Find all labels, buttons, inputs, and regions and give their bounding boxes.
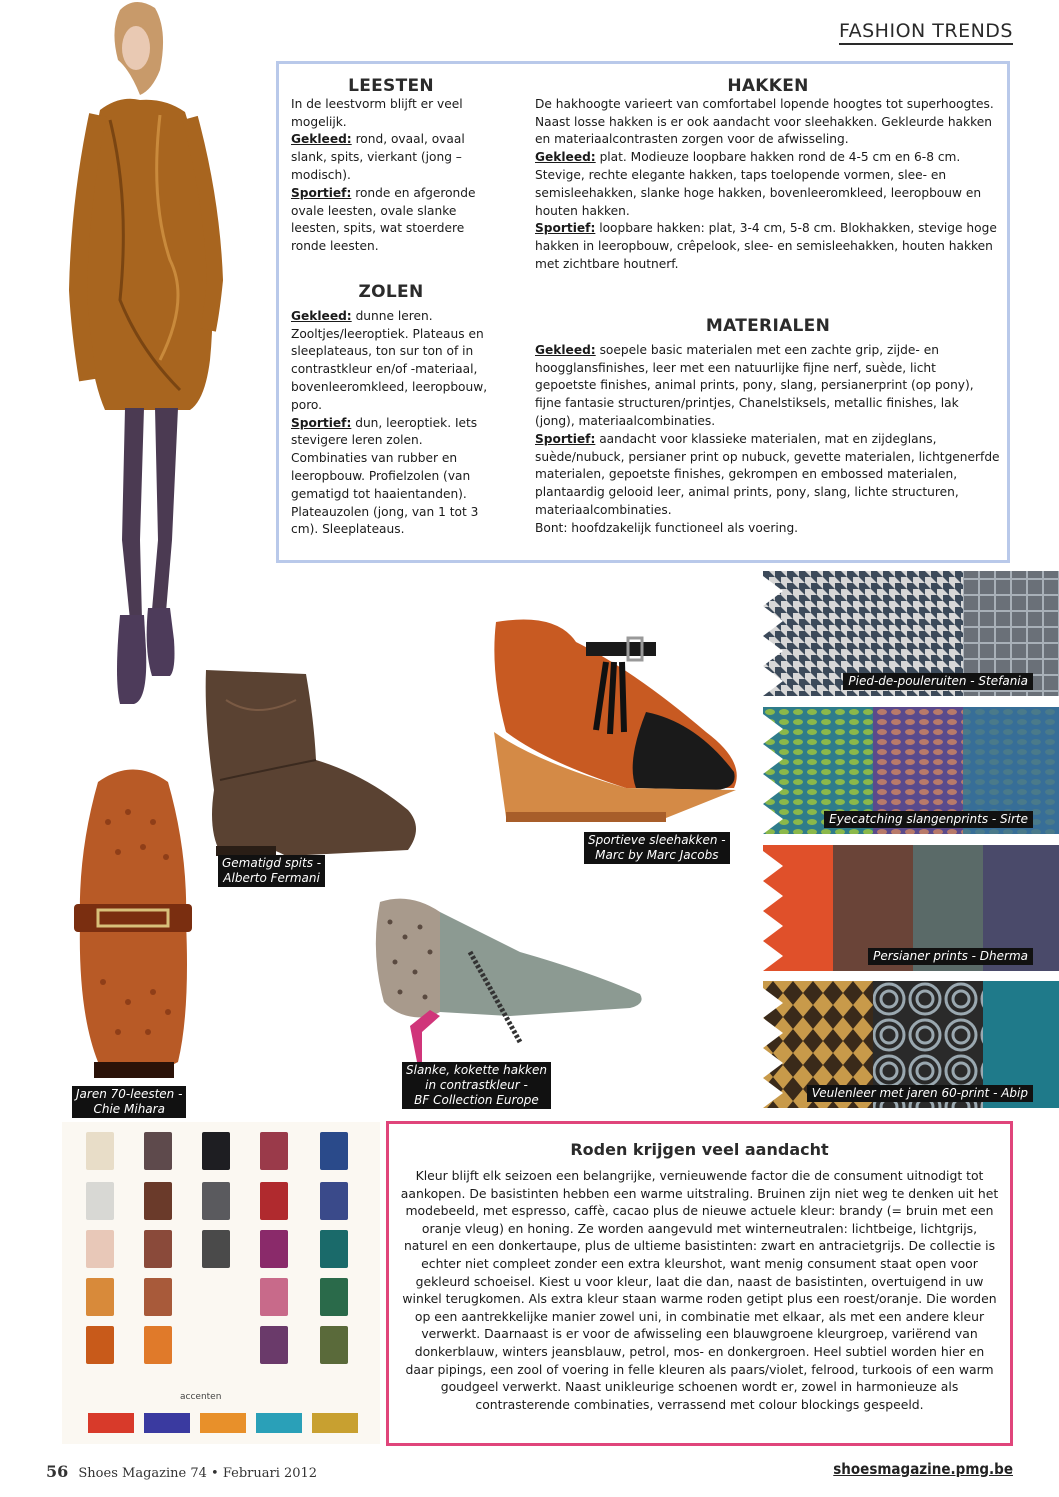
accent-chip-red	[88, 1413, 134, 1433]
swatch-caption-stefania: Pied-de-pouleruiten - Stefania	[843, 673, 1033, 690]
zolen-title: ZOLEN	[358, 282, 424, 302]
colour-chip	[144, 1278, 172, 1316]
swatch-sirte	[763, 707, 1059, 834]
colour-board-photo	[62, 1122, 380, 1444]
colour-chip	[86, 1278, 114, 1316]
zolen-body	[291, 308, 491, 539]
leesten-title: LEESTEN	[348, 76, 434, 96]
colour-chip	[86, 1132, 114, 1170]
roden-article-box	[386, 1121, 1013, 1446]
zolen-section	[291, 284, 491, 539]
colour-chip	[320, 1230, 348, 1268]
colour-chip	[144, 1132, 172, 1170]
zolen-gekleed-text: dunne leren. Zooltjes/leeroptiek. Plateaus en sleeplateaus, ton sur ton of in contrastkleur en/of -materiaal, bovenleeromkleed, leeropbouw, poro.	[291, 308, 488, 412]
swatch-stefania	[763, 571, 1059, 696]
colour-chip	[202, 1230, 230, 1268]
roden-body: Kleur blijft elk seizoen een belangrijke, vernieuwende factor die de consument uitnodigt tot aankopen. De basistinten hebben een warme uitstraling. Bruinen zijn niet weg te denken uit het modebeeld, met espresso, caffè, cacao plus de nieuwe actuele kleur: brandy (= bruin met een oranje vleug) en honing. Ze worden aangevuld met winterneutralen: lichtbeige, lichtgrijs, naturel en een donkertaupe, plus de ultieme basistinten: zwart en antracietgrijs. De collectie is echter niet compleet zonder een extra kleurshot, want menig consument staat open voor gekleurd schoeisel. Kiest u voor kleur, laat die dan, naast de basistinten, overtuigend in uw winkel terugkomen. Als extra kleur staan warme roden getipt plus een roest/oranje. Die worden op een aantrekkelijke manier zowel uni, in combinatie met elkaar, als met een andere kleur verwerkt. Daarnaast is er voor de afwisseling een blauwgroene kleurgroep, variërend van donkerblauw, winters jeansblauw, petrol, mos- en donkergroen. Heel subtiel worden hier en daar pipings, een zool of voering in felle kleuren als paars/violet, felrood, turkoois of een warm goudgeel verwerkt. Naast unikleurige schoenen wordt er, zowel in harmonieuze als contrasterende combinaties, verrassend met colour blockings gespeeld.	[400, 1168, 999, 1412]
fermani-boot-photo	[196, 660, 426, 865]
swatch-caption-sirte: Eyecatching slangenprints - Sirte	[824, 811, 1033, 828]
bf-caption	[402, 1062, 551, 1109]
mihara-caption	[72, 1086, 186, 1118]
colour-chip	[260, 1230, 288, 1268]
colour-chip	[86, 1182, 114, 1220]
footer-left	[46, 1462, 317, 1481]
zolen-gekleed-label: Gekleed:	[291, 308, 352, 323]
hakken-gekleed-text: plat. Modieuze loopbare hakken rond de 4-5 cm en 6-8 cm. Stevige, rechte elegante hakken, taps toelopende vormen, slee- en semisleehakken, slanke hoge hakken, bovenleeromkleed, leeropbouw en houten hakken.	[535, 150, 982, 218]
zolen-sportief-text: dun, leeroptiek. Iets stevigere leren zolen. Combinaties van rubber en leeropbouw. Profielzolen (van gematigd tot haaientanden). Plateauzolen (jong, van 1 tot 3 cm). Sleeplateaus.	[291, 415, 479, 537]
leesten-gekleed-label: Gekleed:	[291, 132, 352, 147]
colour-chip	[86, 1230, 114, 1268]
bf-caption-line2: in contrastkleur -	[425, 1078, 528, 1092]
accent-chip-violet	[144, 1413, 190, 1433]
leesten-sportief-label: Sportief:	[291, 185, 352, 200]
colour-chip	[202, 1182, 230, 1220]
materialen-sportief-text: aandacht voor klassieke materialen, mat en zijdeglans, suède/nubuck, persianer print op nubuck, gevette materialen, lichtgenerfde materialen, gepoetste finishes, gekrompen en embossed materialen, plantaardig gelooid leer, animal prints, pony, slang, lichte structuren, materiaalcombinaties.	[535, 431, 1000, 517]
colour-chip	[86, 1326, 114, 1364]
swatch-caption-abip: Veulenleer met jaren 60-print - Abip	[807, 1085, 1033, 1102]
colour-chip	[320, 1182, 348, 1220]
leesten-sportief-text: ronde en afgeronde ovale leesten, ovale slanke leesten, spits, wat stoerdere ronde leesten.	[291, 185, 476, 254]
materialen-gekleed-label: Gekleed:	[535, 342, 596, 357]
leesten-intro: In de leestvorm blijft er veel mogelijk.	[291, 96, 463, 129]
accent-chip-orange	[200, 1413, 246, 1433]
bf-caption-line1: Slanke, kokette hakken	[406, 1063, 547, 1077]
materialen-title: MATERIALEN	[705, 316, 831, 336]
fermani-caption	[218, 855, 325, 887]
colour-chip	[260, 1278, 288, 1316]
accent-chip-turquoise	[256, 1413, 302, 1433]
colour-chip	[260, 1182, 288, 1220]
mihara-caption-line2: Chie Mihara	[93, 1102, 165, 1116]
colour-chip	[260, 1132, 288, 1170]
materialen-bont: Bont: hoofdzakelijk functioneel als voering.	[535, 520, 799, 535]
colour-chip	[144, 1326, 172, 1364]
hakken-title: HAKKEN	[727, 76, 809, 96]
runway-model-photo	[40, 0, 250, 708]
colour-chip	[260, 1326, 288, 1364]
website-link[interactable]: shoesmagazine.pmg.be	[833, 1460, 1013, 1478]
materialen-gekleed-text: soepele basic materialen met een zachte grip, zijde- en hoogglansfinishes, leer met een natuurlijke fijne nerf, suède, licht gepoetste finishes, animal prints, pony, slang, persianerprint (op pony), fijne fantasie structuren/printjes, Chanelstiksels, metallic finishes, lak (jong), materiaalcombinaties.	[535, 342, 974, 428]
hakken-section	[535, 78, 1001, 274]
publication-info: Shoes Magazine 74 • Februari 2012	[78, 1466, 318, 1481]
section-header: FASHION TRENDS	[839, 20, 1013, 45]
materialen-section	[535, 318, 1001, 538]
colour-chip	[320, 1278, 348, 1316]
swatch-abip	[763, 981, 1059, 1108]
hakken-intro: De hakhoogte varieert van comfortabel lopende hoogtes tot superhoogtes. Naast losse hakken is er ook aandacht voor sleehakken. Gekleurde hakken en materiaalcontrasten zorgen voor de afwisseling.	[535, 96, 994, 147]
materialen-sportief-label: Sportief:	[535, 431, 596, 446]
leesten-gekleed-text: rond, ovaal, ovaal slank, spits, vierkant (jong – modisch).	[291, 132, 465, 182]
trend-info-box	[276, 61, 1010, 563]
jacobs-wedge-photo	[476, 612, 756, 837]
fermani-caption-line1: Gematigd spits -	[222, 856, 322, 870]
jacobs-caption	[584, 832, 730, 864]
jacobs-caption-line2: Marc by Marc Jacobs	[595, 848, 719, 862]
hakken-gekleed-label: Gekleed:	[535, 150, 596, 165]
materialen-body	[535, 342, 1001, 538]
page-number: 56	[46, 1462, 69, 1481]
hakken-sportief-text: loopbare hakken: plat, 3-4 cm, 5-8 cm. Blokhakken, stevige hoge hakken in leeropbouw, crêpelook, slee- en semisleehakken, houten hakken met zichtbare houtnerf.	[535, 221, 997, 271]
bf-pump-photo	[360, 892, 650, 1067]
fermani-caption-line2: Alberto Fermani	[223, 871, 320, 885]
bf-caption-line3: BF Collection Europe	[414, 1093, 539, 1107]
leesten-section	[291, 78, 491, 256]
hakken-body	[535, 96, 1001, 274]
mihara-caption-line1: Jaren 70-leesten -	[76, 1087, 183, 1101]
colour-chip	[320, 1132, 348, 1170]
swatch-caption-dherma: Persianer prints - Dherma	[868, 948, 1033, 965]
hakken-sportief-label: Sportief:	[535, 221, 596, 236]
jacobs-caption-line1: Sportieve sleehakken -	[588, 833, 726, 847]
leesten-body	[291, 96, 491, 256]
colour-chip	[320, 1326, 348, 1364]
swatch-dherma	[763, 845, 1059, 971]
colour-chip	[144, 1230, 172, 1268]
mihara-loafer-photo	[58, 762, 208, 1092]
roden-title: Roden krijgen veel aandacht	[570, 1140, 829, 1159]
colour-board-label: accenten	[180, 1392, 222, 1402]
colour-chip	[202, 1132, 230, 1170]
accent-chip-goldyellow	[312, 1413, 358, 1433]
colour-chip	[144, 1182, 172, 1220]
zolen-sportief-label: Sportief:	[291, 415, 352, 430]
